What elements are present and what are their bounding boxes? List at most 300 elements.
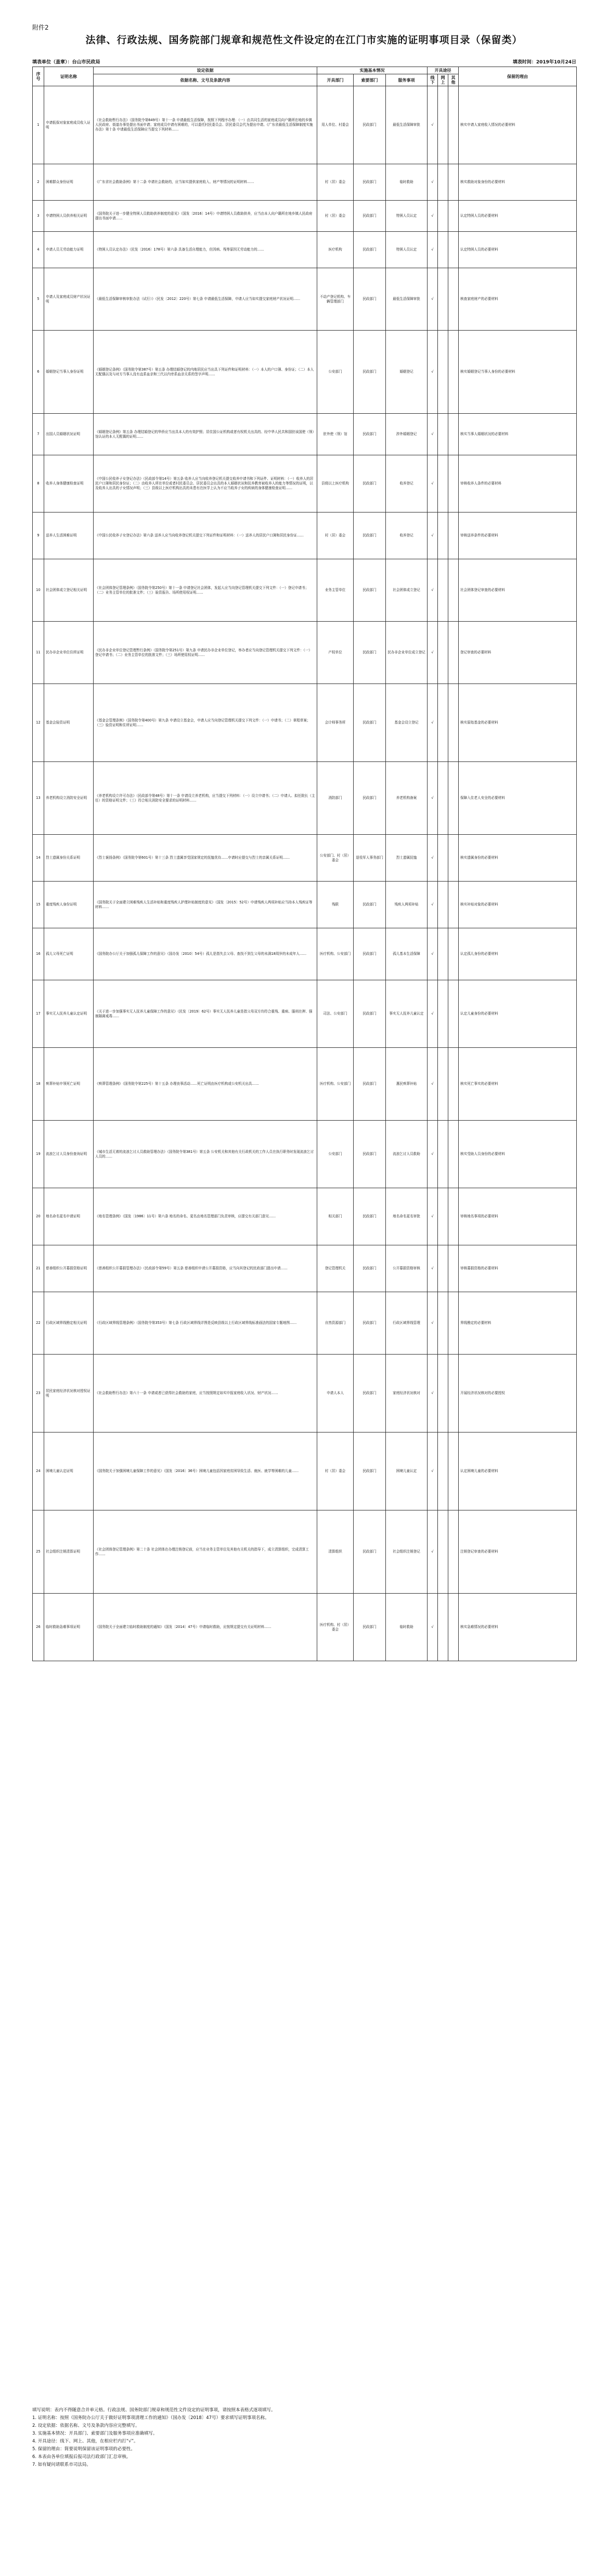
col-name: 证明名称 bbox=[44, 67, 94, 86]
cell-issue: 自然资源部门 bbox=[317, 1292, 354, 1355]
cell-issue: 产权单位 bbox=[317, 622, 354, 684]
cell-m1: √ bbox=[428, 455, 438, 512]
table-row bbox=[33, 455, 577, 512]
table-row bbox=[33, 1245, 577, 1292]
cell-name: 出国人员婚姻状况证明 bbox=[44, 414, 94, 455]
cell-user: 民政部门 bbox=[354, 86, 386, 164]
cell-basis: 《国务院办公厅关于加强孤儿保障工作的意见》（国办发〔2010〕54号）孤儿是指失去父母、查找不到生父母的未满18周岁的未成年人…… bbox=[94, 928, 317, 980]
cell-no: 26 bbox=[33, 1594, 44, 1661]
cell-m1: √ bbox=[428, 1510, 438, 1594]
table-row bbox=[33, 164, 577, 201]
cell-m3 bbox=[448, 331, 459, 414]
items-body bbox=[33, 86, 577, 1661]
cell-m2 bbox=[438, 980, 448, 1048]
cell-name: 送养人生活困难证明 bbox=[44, 512, 94, 559]
cell-user: 民政部门 bbox=[354, 980, 386, 1048]
cell-remark: 核实救助对象身份的必要材料 bbox=[459, 164, 577, 201]
cell-issue: 医疗机构、公安部门 bbox=[317, 1048, 354, 1121]
cell-m1: √ bbox=[428, 1355, 438, 1432]
cell-m1: √ bbox=[428, 232, 438, 268]
cell-m2 bbox=[438, 835, 448, 882]
cell-name: 烈士遗属身份关系证明 bbox=[44, 835, 94, 882]
cell-m3 bbox=[448, 414, 459, 455]
cell-m1: √ bbox=[428, 622, 438, 684]
cell-name: 申请人及家庭成员财产状况证明 bbox=[44, 268, 94, 331]
cell-service: 残疾人两项补贴 bbox=[386, 882, 428, 928]
cell-service: 公开募捐资格审核 bbox=[386, 1245, 428, 1292]
cell-remark: 认定特困人员的必要材料 bbox=[459, 232, 577, 268]
note-line: 1. 证明名称：按照《国务院办公厅关于做好证明事项清理工作的通知》（国办发〔2018〕47号）要求填写证明事项名称。 bbox=[32, 2415, 269, 2421]
cell-name: 居民家庭经济状况核对授权证明 bbox=[44, 1355, 94, 1432]
cell-m3 bbox=[448, 980, 459, 1048]
cell-user: 民政部门 bbox=[354, 1355, 386, 1432]
table-row bbox=[33, 684, 577, 762]
meta-line bbox=[32, 58, 576, 65]
cell-m2 bbox=[438, 201, 448, 232]
cell-remark: 核实遗属身份的必要材料 bbox=[459, 835, 577, 882]
cell-m2 bbox=[438, 331, 448, 414]
cell-m2 bbox=[438, 882, 448, 928]
cell-m1: √ bbox=[428, 1245, 438, 1292]
cell-issue: 村（居）委会 bbox=[317, 164, 354, 201]
cell-m2 bbox=[438, 1048, 448, 1121]
cell-issue: 司法、公安部门 bbox=[317, 980, 354, 1048]
cell-m3 bbox=[448, 622, 459, 684]
col-basis-name: 依据名称、文号及条款内容 bbox=[94, 74, 317, 86]
cell-basis: 《城市生活无着的流浪乞讨人员救助管理办法》（国务院令第381号）第五条 公安机关和其他有关行政机关的工作人员在执行职务时发现流浪乞讨人员的…… bbox=[94, 1121, 317, 1188]
cell-m2 bbox=[438, 268, 448, 331]
table-row bbox=[33, 1048, 577, 1121]
cell-no: 25 bbox=[33, 1510, 44, 1594]
cell-m1: √ bbox=[428, 882, 438, 928]
cell-no: 8 bbox=[33, 455, 44, 512]
cell-name: 基金会验资证明 bbox=[44, 684, 94, 762]
cell-remark: 核实当事人婚姻状况的必要材料 bbox=[459, 414, 577, 455]
cell-service: 社会团体成立登记 bbox=[386, 559, 428, 622]
cell-basis: 《婚姻登记条例》第五条 办理结婚登记的华侨应当出具本人的有效护照；居住国公证机构或者有权机关出具的、经中华人民共和国驻该国使（领）馆认证的本人无配偶的证明…… bbox=[94, 414, 317, 455]
table-row bbox=[33, 1510, 577, 1594]
cell-issue: 公安部门 bbox=[317, 331, 354, 414]
cell-user: 民政部门 bbox=[354, 232, 386, 268]
cell-m1: √ bbox=[428, 86, 438, 164]
cell-m1: √ bbox=[428, 414, 438, 455]
cell-service: 家庭经济状况核对 bbox=[386, 1355, 428, 1432]
cell-name: 申请人员无劳动能力证明 bbox=[44, 232, 94, 268]
cell-no: 21 bbox=[33, 1245, 44, 1292]
cell-remark: 核实急难情况的必要材料 bbox=[459, 1594, 577, 1661]
cell-user: 民政部门 bbox=[354, 882, 386, 928]
items-table bbox=[32, 67, 577, 1661]
cell-user: 民政部门 bbox=[354, 928, 386, 980]
cell-m1: √ bbox=[428, 1292, 438, 1355]
cell-m1: √ bbox=[428, 201, 438, 232]
cell-no: 2 bbox=[33, 164, 44, 201]
cell-service: 婚姻登记 bbox=[386, 331, 428, 414]
cell-user: 民政部门 bbox=[354, 414, 386, 455]
cell-issue: 业务主管单位 bbox=[317, 559, 354, 622]
cell-basis: 《婚姻登记条例》（国务院令第387号）第五条 办理结婚登记的内地居民应当出具下列证件和证明材料：（一）本人的户口簿、身份证；（二）本人无配偶以及与对方当事人没有直系血亲和三代以内旁系血亲关系的签字声明…… bbox=[94, 331, 317, 414]
note-line: 5. 保留的理由：简要说明保留该证明事项的必要性。 bbox=[32, 2447, 135, 2452]
cell-m2 bbox=[438, 1121, 448, 1188]
cell-user: 民政部门 bbox=[354, 512, 386, 559]
cell-user: 民政部门 bbox=[354, 1121, 386, 1188]
cell-service: 烈士遗属抚恤 bbox=[386, 835, 428, 882]
cell-remark: 开展经济状况核对的必要授权 bbox=[459, 1355, 577, 1432]
cell-name: 困难群众身份证明 bbox=[44, 164, 94, 201]
cell-remark: 核实受助人员身份的必要材料 bbox=[459, 1121, 577, 1188]
cell-m1: √ bbox=[428, 1432, 438, 1510]
cell-name: 临时救助急难事项证明 bbox=[44, 1594, 94, 1661]
cell-basis: 《国务院关于进一步健全特困人员救助供养制度的意见》（国发〔2016〕14号）申请特困人员救助供养，应当由本人向户籍所在地乡镇人民政府提出书面申请…… bbox=[94, 201, 317, 232]
cell-no: 19 bbox=[33, 1121, 44, 1188]
cell-m1: √ bbox=[428, 1188, 438, 1245]
cell-user: 民政部门 bbox=[354, 559, 386, 622]
col-issue-dept: 开具部门 bbox=[317, 74, 354, 86]
col-service: 服务事项 bbox=[386, 74, 428, 86]
cell-basis: 《中国公民收养子女登记办法》第六条 送养人应当向收养登记机关提交下列证件和证明材料：（一）送养人的居民户口簿和居民身份证…… bbox=[94, 512, 317, 559]
cell-service: 流浪乞讨人员救助 bbox=[386, 1121, 428, 1188]
cell-no: 17 bbox=[33, 980, 44, 1048]
cell-basis: 《特困人员认定办法》（民发〔2016〕178号）第六条 具备生活自理能力，但因病、残等原因无劳动能力的…… bbox=[94, 232, 317, 268]
cell-m3 bbox=[448, 1292, 459, 1355]
cell-user: 民政部门 bbox=[354, 1292, 386, 1355]
cell-issue: 县级以上医疗机构 bbox=[317, 455, 354, 512]
cell-m3 bbox=[448, 512, 459, 559]
cell-name: 殡葬补贴申领死亡证明 bbox=[44, 1048, 94, 1121]
cell-user: 民政部门 bbox=[354, 164, 386, 201]
cell-name: 事实无人抚养儿童认定证明 bbox=[44, 980, 94, 1048]
cell-m1: √ bbox=[428, 1594, 438, 1661]
cell-name: 社会组织注销清算证明 bbox=[44, 1510, 94, 1594]
cell-user: 民政部门 bbox=[354, 1188, 386, 1245]
cell-name: 申请特困人员供养相关证明 bbox=[44, 201, 94, 232]
cell-name: 地名命名更名申请证明 bbox=[44, 1188, 94, 1245]
cell-issue: 医疗机构 bbox=[317, 232, 354, 268]
cell-user: 民政部门 bbox=[354, 455, 386, 512]
col-m1: 线下 bbox=[428, 74, 438, 86]
cell-m2 bbox=[438, 232, 448, 268]
cell-basis: 《地名管理条例》（国发〔1986〕11号）第六条 地名的命名、更名由地名管理部门负责审核，应提交有关部门意见…… bbox=[94, 1188, 317, 1245]
cell-no: 23 bbox=[33, 1355, 44, 1432]
cell-basis: 《最低生活保障审核审批办法（试行）》（民发〔2012〕220号）第七条 申请最低生活保障，申请人应当如实提交家庭财产状况证明…… bbox=[94, 268, 317, 331]
cell-no: 24 bbox=[33, 1432, 44, 1510]
table-row bbox=[33, 201, 577, 232]
cell-user: 民政部门 bbox=[354, 1048, 386, 1121]
cell-user: 民政部门 bbox=[354, 1245, 386, 1292]
cell-m2 bbox=[438, 1188, 448, 1245]
table-row bbox=[33, 1292, 577, 1355]
cell-name: 重度残疾人身份证明 bbox=[44, 882, 94, 928]
cell-m2 bbox=[438, 762, 448, 835]
cell-m3 bbox=[448, 1594, 459, 1661]
cell-no: 20 bbox=[33, 1188, 44, 1245]
cell-service: 收养登记 bbox=[386, 455, 428, 512]
cell-m1: √ bbox=[428, 1121, 438, 1188]
note-line: 填写说明：表内不得随意合并单元格。行政法规、国务院部门规章和规范性文件设定的证明事项，请按照本表格式逐项填写。 bbox=[32, 2408, 276, 2413]
cell-remark: 登记审查的必要材料 bbox=[459, 622, 577, 684]
cell-m3 bbox=[448, 268, 459, 331]
cell-service: 特困人员认定 bbox=[386, 232, 428, 268]
table-row bbox=[33, 1432, 577, 1510]
cell-service: 行政区域界线管理 bbox=[386, 1292, 428, 1355]
cell-m1: √ bbox=[428, 684, 438, 762]
cell-user: 民政部门 bbox=[354, 762, 386, 835]
col-remark: 保留的理由 bbox=[459, 67, 577, 86]
cell-name: 困境儿童认定证明 bbox=[44, 1432, 94, 1510]
cell-no: 10 bbox=[33, 559, 44, 622]
cell-basis: 《社会救助暂行办法》（国务院令第649号）第十一条 申请最低生活保障，按照下列程序办理：（一）由共同生活的家庭成员向户籍所在地的乡镇人民政府、街道办事处提出书面申请；家庭成员申请有困难的，可以委托村民委员会、居民委员会代为提出申请。《广东省最低生活保障制度实施办法》第十条 申请最低生活保障应当提交下列材料…… bbox=[94, 86, 317, 164]
table-row bbox=[33, 268, 577, 331]
cell-remark: 认定困境儿童的必要材料 bbox=[459, 1432, 577, 1510]
cell-m3 bbox=[448, 882, 459, 928]
col-method-group: 开具途径 bbox=[428, 67, 459, 74]
cell-no: 14 bbox=[33, 835, 44, 882]
cell-remark: 核实婚姻登记当事人身份的必要材料 bbox=[459, 331, 577, 414]
cell-issue: 残联 bbox=[317, 882, 354, 928]
col-m3: 其他 bbox=[448, 74, 459, 86]
cell-remark: 审核送养条件的必要材料 bbox=[459, 512, 577, 559]
table-row bbox=[33, 331, 577, 414]
cell-name: 慈善组织公开募捐资格证明 bbox=[44, 1245, 94, 1292]
cell-m3 bbox=[448, 1355, 459, 1432]
cell-service: 养老机构备案 bbox=[386, 762, 428, 835]
cell-issue: 申请人本人 bbox=[317, 1355, 354, 1432]
cell-basis: 《社会团体登记管理条例》第二十条 社会团体在办理注销登记前，应当在业务主管单位及其他有关机关的指导下，成立清算组织，完成清算工作…… bbox=[94, 1510, 317, 1594]
cell-service: 基金会设立登记 bbox=[386, 684, 428, 762]
cell-m3 bbox=[448, 1245, 459, 1292]
cell-m3 bbox=[448, 232, 459, 268]
cell-m2 bbox=[438, 1355, 448, 1432]
cell-m3 bbox=[448, 1510, 459, 1594]
col-seq: 序号 bbox=[33, 67, 44, 86]
cell-m2 bbox=[438, 1432, 448, 1510]
cell-user: 民政部门 bbox=[354, 1594, 386, 1661]
cell-m3 bbox=[448, 1432, 459, 1510]
cell-basis: 《殡葬管理条例》（国务院令第225号）第十五条 办理丧事活动……死亡证明由医疗机构或公安机关出具…… bbox=[94, 1048, 317, 1121]
cell-no: 12 bbox=[33, 684, 44, 762]
cell-m1: √ bbox=[428, 559, 438, 622]
cell-user: 民政部门 bbox=[354, 622, 386, 684]
cell-m3 bbox=[448, 201, 459, 232]
cell-service: 困境儿童认定 bbox=[386, 1432, 428, 1510]
table-row bbox=[33, 622, 577, 684]
cell-basis: 《烈士褒扬条例》（国务院令第601号）第十三条 烈士遗属享受国家规定的抚恤优待……申请时应提交与烈士的亲属关系证明…… bbox=[94, 835, 317, 882]
fill-date: 填表时间：2019年10月24日 bbox=[512, 60, 576, 65]
cell-basis: 《基金会管理条例》（国务院令第400号）第九条 申请设立基金会，申请人应当向登记管理机关提交下列文件：（一）申请书；（二）章程草案；（三）验资证明和住所证明…… bbox=[94, 684, 317, 762]
cell-user: 民政部门 bbox=[354, 1510, 386, 1594]
attachment-label: 附件2 bbox=[32, 24, 49, 31]
cell-m1: √ bbox=[428, 928, 438, 980]
cell-m3 bbox=[448, 835, 459, 882]
cell-basis: 《慈善组织公开募捐管理办法》（民政部令第59号）第五条 慈善组织申请公开募捐资格，应当向其登记的民政部门提出申请…… bbox=[94, 1245, 317, 1292]
cell-issue: 医疗机构、村（居）委会 bbox=[317, 1594, 354, 1661]
col-basis-group: 设定依据 bbox=[94, 67, 317, 74]
cell-m2 bbox=[438, 1245, 448, 1292]
cell-m3 bbox=[448, 1048, 459, 1121]
cell-m3 bbox=[448, 1188, 459, 1245]
cell-m1: √ bbox=[428, 164, 438, 201]
cell-issue: 会计师事务所 bbox=[317, 684, 354, 762]
cell-user: 退役军人事务部门 bbox=[354, 835, 386, 882]
cell-name: 民办非企业单位住所证明 bbox=[44, 622, 94, 684]
col-dept-group: 实施基本情况 bbox=[317, 67, 428, 74]
cell-remark: 审核募捐资格的必要材料 bbox=[459, 1245, 577, 1292]
col-user-dept: 索要部门 bbox=[354, 74, 386, 86]
cell-m1: √ bbox=[428, 1048, 438, 1121]
cell-issue: 驻外使（领）馆 bbox=[317, 414, 354, 455]
cell-remark: 审核收养人条件的必要材料 bbox=[459, 455, 577, 512]
cell-name: 收养人身体健康检查证明 bbox=[44, 455, 94, 512]
cell-service: 最低生活保障审批 bbox=[386, 268, 428, 331]
cell-service: 临时救助 bbox=[386, 1594, 428, 1661]
cell-basis: 《广东省社会救助条例》第十二条 申请社会救助的，应当如实提供家庭收入、财产等情况的证明材料…… bbox=[94, 164, 317, 201]
cell-issue: 村（居）委会 bbox=[317, 201, 354, 232]
cell-m1: √ bbox=[428, 268, 438, 331]
cell-m3 bbox=[448, 684, 459, 762]
cell-issue: 用人单位、村委会 bbox=[317, 86, 354, 164]
cell-no: 16 bbox=[33, 928, 44, 980]
cell-m3 bbox=[448, 1121, 459, 1188]
cell-basis: 《中国公民收养子女登记办法》（民政部令第14号）第五条 收养人应当向收养登记机关提交收养申请书和下列证件、证明材料：（一）收养人的居民户口簿和居民身份证；（二）由收养人所在单位或者村民委员会、居民委员会出具的本人婚姻状况和抚养教育被收养人的能力等情况的证明，以及收养人出具的子女情况声明；（三）县级以上医疗机构出具的未患有在医学上认为不应当收养子女的疾病的身体健康检查证明…… bbox=[94, 455, 317, 512]
header-row-1 bbox=[33, 67, 577, 74]
cell-no: 4 bbox=[33, 232, 44, 268]
table-row bbox=[33, 928, 577, 980]
cell-no: 1 bbox=[33, 86, 44, 164]
cell-m1: √ bbox=[428, 835, 438, 882]
cell-remark: 社会团体登记审查的必要材料 bbox=[459, 559, 577, 622]
cell-user: 民政部门 bbox=[354, 331, 386, 414]
cell-issue: 医疗机构、公安部门 bbox=[317, 928, 354, 980]
cell-basis: 《民办非企业单位登记管理暂行条例》（国务院令第251号）第九条 申请民办非企业单位登记，举办者应当向登记管理机关提交下列文件：（一）登记申请书；（二）业务主管单位的批准文件；（三）场所使用权证明…… bbox=[94, 622, 317, 684]
cell-name: 申请低保对象家庭成员收入证明 bbox=[44, 86, 94, 164]
cell-m2 bbox=[438, 455, 448, 512]
table-row bbox=[33, 1121, 577, 1188]
cell-issue: 公安部门、村（居）委会 bbox=[317, 835, 354, 882]
cell-issue: 清算组织 bbox=[317, 1510, 354, 1594]
cell-m3 bbox=[448, 164, 459, 201]
cell-user: 民政部门 bbox=[354, 268, 386, 331]
cell-m2 bbox=[438, 684, 448, 762]
cell-name: 行政区域界线勘定相关证明 bbox=[44, 1292, 94, 1355]
cell-service: 地名命名更名审批 bbox=[386, 1188, 428, 1245]
cell-m1: √ bbox=[428, 980, 438, 1048]
table-row bbox=[33, 762, 577, 835]
table-row bbox=[33, 835, 577, 882]
cell-issue: 村（居）委会 bbox=[317, 512, 354, 559]
cell-no: 7 bbox=[33, 414, 44, 455]
cell-m2 bbox=[438, 414, 448, 455]
table-row bbox=[33, 559, 577, 622]
cell-basis: 《行政区域界线管理条例》（国务院令第353号）第七条 行政区域界线详图是反映县级以上行政区域界线标准画法的国家专题地图…… bbox=[94, 1292, 317, 1355]
cell-remark: 审核地名事项的必要材料 bbox=[459, 1188, 577, 1245]
cell-m2 bbox=[438, 622, 448, 684]
cell-service: 临时救助 bbox=[386, 164, 428, 201]
cell-m2 bbox=[438, 512, 448, 559]
cell-issue: 消防部门 bbox=[317, 762, 354, 835]
cell-service: 事实无人抚养儿童认定 bbox=[386, 980, 428, 1048]
cell-remark: 核查家庭财产的必要材料 bbox=[459, 268, 577, 331]
cell-service: 收养登记 bbox=[386, 512, 428, 559]
cell-basis: 《国务院关于全面建立临时救助制度的通知》（国发〔2014〕47号）申请临时救助，应按规定提交有关证明材料…… bbox=[94, 1594, 317, 1661]
cell-no: 15 bbox=[33, 882, 44, 928]
cell-basis: 《养老机构设立许可办法》（民政部令第48号）第十一条 申请设立养老机构，应当提交下列材料：（一）设立申请书；（二）申请人、拟任院长（主任）的资格证明文件；（三）符合相关消防安全要求的证明材料…… bbox=[94, 762, 317, 835]
cell-name: 社会团体成立登记相关证明 bbox=[44, 559, 94, 622]
cell-no: 9 bbox=[33, 512, 44, 559]
table-row bbox=[33, 980, 577, 1048]
cell-user: 民政部门 bbox=[354, 201, 386, 232]
cell-name: 孤儿父母死亡证明 bbox=[44, 928, 94, 980]
cell-m1: √ bbox=[428, 331, 438, 414]
cell-issue: 登记管理机关 bbox=[317, 1245, 354, 1292]
cell-service: 涉外婚姻登记 bbox=[386, 414, 428, 455]
cell-basis: 《社会救助暂行办法》第六十一条 申请或者已获得社会救助的家庭，应当按照规定如实申报家庭收入状况、财产状况…… bbox=[94, 1355, 317, 1432]
cell-m2 bbox=[438, 1510, 448, 1594]
fill-unit: 填表单位（盖章）：台山市民政局 bbox=[32, 60, 100, 65]
cell-service: 惠民殡葬补贴 bbox=[386, 1048, 428, 1121]
cell-remark: 核实申请人家庭收入情况的必要材料 bbox=[459, 86, 577, 164]
cell-m3 bbox=[448, 928, 459, 980]
cell-no: 5 bbox=[33, 268, 44, 331]
cell-remark: 界线勘定的必要材料 bbox=[459, 1292, 577, 1355]
cell-remark: 核实死亡事实的必要材料 bbox=[459, 1048, 577, 1121]
cell-m2 bbox=[438, 1594, 448, 1661]
cell-service: 最低生活保障审批 bbox=[386, 86, 428, 164]
cell-remark: 认定孤儿身份的必要材料 bbox=[459, 928, 577, 980]
cell-service: 民办非企业单位成立登记 bbox=[386, 622, 428, 684]
table-row bbox=[33, 1594, 577, 1661]
document-title: 法律、行政法规、国务院部门规章和规范性文件设定的在江门市实施的证明事项目录（保留类） bbox=[85, 34, 523, 46]
cell-issue: 公安部门 bbox=[317, 1121, 354, 1188]
table-row bbox=[33, 1188, 577, 1245]
cell-user: 民政部门 bbox=[354, 1432, 386, 1510]
cell-remark: 认定特困人员的必要材料 bbox=[459, 201, 577, 232]
cell-m2 bbox=[438, 559, 448, 622]
cell-m2 bbox=[438, 86, 448, 164]
note-line: 6. 本表由各单位填报后报司法行政部门汇总审核。 bbox=[32, 2454, 131, 2460]
cell-name: 养老机构设立消防安全证明 bbox=[44, 762, 94, 835]
cell-m1: √ bbox=[428, 762, 438, 835]
cell-m2 bbox=[438, 1292, 448, 1355]
table-row bbox=[33, 512, 577, 559]
cell-remark: 认定儿童身份的必要材料 bbox=[459, 980, 577, 1048]
note-line: 3. 实施基本情况：开具部门、索要部门及服务事项应准确填写。 bbox=[32, 2431, 158, 2436]
notes bbox=[32, 2407, 576, 2469]
cell-basis: 《国务院关于加强困境儿童保障工作的意见》（国发〔2016〕36号）困境儿童包括因家庭贫困导致生活、就医、就学等困难的儿童…… bbox=[94, 1432, 317, 1510]
cell-m1: √ bbox=[428, 512, 438, 559]
cell-m2 bbox=[438, 164, 448, 201]
note-line: 4. 开具途径：线下、网上、其他，在相应栏内打“√”。 bbox=[32, 2439, 138, 2444]
table-row bbox=[33, 86, 577, 164]
cell-remark: 注销登记审查的必要材料 bbox=[459, 1510, 577, 1594]
cell-issue: 不动产登记机构、车辆管理部门 bbox=[317, 268, 354, 331]
cell-issue: 村（居）委会 bbox=[317, 1432, 354, 1510]
cell-m3 bbox=[448, 559, 459, 622]
cell-m2 bbox=[438, 928, 448, 980]
cell-service: 社会组织注销登记 bbox=[386, 1510, 428, 1594]
cell-name: 流浪乞讨人员身份查询证明 bbox=[44, 1121, 94, 1188]
cell-m3 bbox=[448, 86, 459, 164]
cell-service: 孤儿基本生活保障 bbox=[386, 928, 428, 980]
cell-basis: 《关于进一步加强事实无人抚养儿童保障工作的意见》（民发〔2019〕62号）事实无人抚养儿童是指父母双方均符合重残、重病、服刑在押、强制隔离戒毒…… bbox=[94, 980, 317, 1048]
table-row bbox=[33, 1355, 577, 1432]
cell-no: 6 bbox=[33, 331, 44, 414]
cell-remark: 核实补贴对象的必要材料 bbox=[459, 882, 577, 928]
cell-user: 民政部门 bbox=[354, 684, 386, 762]
cell-basis: 《国务院关于全面建立困难残疾人生活补贴和重度残疾人护理补贴制度的意见》（国发〔2015〕52号）申请残疾人两项补贴应当持本人残疾证等材料…… bbox=[94, 882, 317, 928]
cell-no: 3 bbox=[33, 201, 44, 232]
cell-remark: 保障入住老人安全的必要材料 bbox=[459, 762, 577, 835]
cell-basis: 《社会团体登记管理条例》（国务院令第250号）第十一条 申请登记社会团体，发起人应当向登记管理机关提交下列文件：（一）登记申请书；（二）业务主管单位的批准文件；（三）验资报告、场所使用权证明…… bbox=[94, 559, 317, 622]
